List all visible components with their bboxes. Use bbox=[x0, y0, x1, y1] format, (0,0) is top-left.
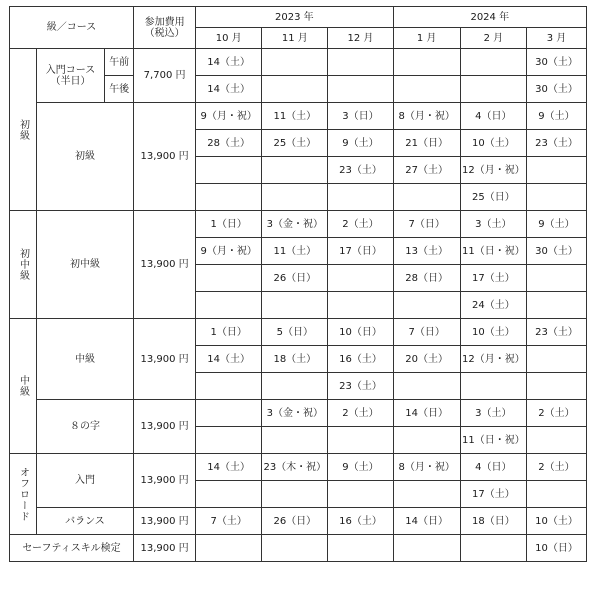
date-cell bbox=[393, 292, 460, 319]
date-cell bbox=[328, 292, 393, 319]
date-cell: 24（土） bbox=[460, 292, 526, 319]
fee-shokyu: 13,900 円 bbox=[134, 103, 196, 211]
date-cell: 23（土） bbox=[328, 157, 393, 184]
fee-offroad-nyumon: 13,900 円 bbox=[134, 454, 196, 508]
month-header: 2 月 bbox=[460, 28, 526, 49]
session-am: 午前 bbox=[105, 49, 134, 76]
date-cell bbox=[262, 427, 328, 454]
date-cell bbox=[393, 76, 460, 103]
month-header: 11 月 bbox=[262, 28, 328, 49]
table-row bbox=[10, 319, 587, 346]
date-cell bbox=[262, 373, 328, 400]
course-name-safety: セーフティスキル検定 bbox=[10, 535, 134, 562]
date-cell: 10（土） bbox=[460, 130, 526, 157]
table-row bbox=[10, 7, 587, 28]
date-cell bbox=[526, 346, 586, 373]
date-cell bbox=[262, 184, 328, 211]
date-cell: 14（土） bbox=[196, 76, 262, 103]
date-cell bbox=[393, 481, 460, 508]
date-cell bbox=[328, 76, 393, 103]
date-cell: 8（月・祝） bbox=[393, 454, 460, 481]
table-row bbox=[10, 103, 587, 130]
date-cell: 2（土） bbox=[328, 400, 393, 427]
course-name-nyumon: 入門コース （半日） bbox=[36, 49, 104, 103]
date-cell: 3（日） bbox=[328, 103, 393, 130]
date-cell: 11（日・祝） bbox=[460, 427, 526, 454]
month-header: 10 月 bbox=[196, 28, 262, 49]
date-cell bbox=[262, 157, 328, 184]
date-cell: 28（土） bbox=[196, 130, 262, 157]
date-cell: 8（月・祝） bbox=[393, 103, 460, 130]
date-cell bbox=[526, 427, 586, 454]
date-cell: 9（土） bbox=[526, 103, 586, 130]
date-cell: 16（土） bbox=[328, 508, 393, 535]
group-label-chukyu: 中級 bbox=[10, 319, 37, 454]
date-cell: 3（金・祝） bbox=[262, 211, 328, 238]
date-cell: 10（日） bbox=[526, 535, 586, 562]
date-cell: 2（土） bbox=[526, 400, 586, 427]
table-row bbox=[10, 211, 587, 238]
date-cell: 2（土） bbox=[328, 211, 393, 238]
date-cell: 11（日・祝） bbox=[460, 238, 526, 265]
date-cell: 23（土） bbox=[328, 373, 393, 400]
date-cell: 4（日） bbox=[460, 454, 526, 481]
date-cell bbox=[196, 535, 262, 562]
date-cell bbox=[262, 292, 328, 319]
date-cell: 18（土） bbox=[262, 346, 328, 373]
date-cell: 14（土） bbox=[196, 49, 262, 76]
table-row bbox=[10, 400, 587, 427]
date-cell bbox=[196, 265, 262, 292]
fee-shochukyu: 13,900 円 bbox=[134, 211, 196, 319]
date-cell: 5（日） bbox=[262, 319, 328, 346]
date-cell: 7（土） bbox=[196, 508, 262, 535]
date-cell: 3（金・祝） bbox=[262, 400, 328, 427]
date-cell bbox=[196, 373, 262, 400]
date-cell: 25（日） bbox=[460, 184, 526, 211]
group-label-offroad: オフロード bbox=[10, 454, 37, 535]
date-cell: 12（月・祝） bbox=[460, 346, 526, 373]
date-cell: 14（日） bbox=[393, 508, 460, 535]
date-cell: 28（日） bbox=[393, 265, 460, 292]
table-row bbox=[10, 454, 587, 481]
schedule-table bbox=[9, 6, 587, 562]
date-cell: 4（日） bbox=[460, 103, 526, 130]
group-label-shochukyu: 初中級 bbox=[10, 211, 37, 319]
date-cell: 10（土） bbox=[526, 508, 586, 535]
date-cell bbox=[262, 481, 328, 508]
date-cell: 1（日） bbox=[196, 319, 262, 346]
fee-column-header: 参加費用 （税込） bbox=[134, 7, 196, 49]
date-cell: 16（土） bbox=[328, 346, 393, 373]
date-cell: 30（土） bbox=[526, 76, 586, 103]
date-cell bbox=[526, 481, 586, 508]
date-cell: 9（土） bbox=[526, 211, 586, 238]
date-cell: 17（日） bbox=[328, 238, 393, 265]
date-cell: 10（土） bbox=[460, 319, 526, 346]
date-cell: 14（日） bbox=[393, 400, 460, 427]
session-pm: 午後 bbox=[105, 76, 134, 103]
date-cell bbox=[460, 49, 526, 76]
date-cell bbox=[328, 535, 393, 562]
course-name-offroad-nyumon: 入門 bbox=[36, 454, 133, 508]
date-cell: 30（土） bbox=[526, 49, 586, 76]
date-cell bbox=[393, 49, 460, 76]
date-cell: 26（日） bbox=[262, 265, 328, 292]
table-row bbox=[10, 508, 587, 535]
date-cell bbox=[328, 265, 393, 292]
date-cell: 21（日） bbox=[393, 130, 460, 157]
date-cell: 1（日） bbox=[196, 211, 262, 238]
date-cell: 14（土） bbox=[196, 346, 262, 373]
year-2024-header: 2024 年 bbox=[393, 7, 586, 28]
date-cell bbox=[196, 481, 262, 508]
date-cell: 17（土） bbox=[460, 481, 526, 508]
date-cell: 9（月・祝） bbox=[196, 103, 262, 130]
date-cell: 27（土） bbox=[393, 157, 460, 184]
course-name-eight: ８の字 bbox=[36, 400, 133, 454]
schedule-body bbox=[10, 7, 587, 562]
date-cell: 11（土） bbox=[262, 238, 328, 265]
month-header: 1 月 bbox=[393, 28, 460, 49]
year-2023-header: 2023 年 bbox=[196, 7, 393, 28]
date-cell bbox=[328, 481, 393, 508]
fee-chukyu: 13,900 円 bbox=[134, 319, 196, 400]
fee-safety: 13,900 円 bbox=[134, 535, 196, 562]
date-cell: 25（土） bbox=[262, 130, 328, 157]
date-cell: 23（土） bbox=[526, 319, 586, 346]
date-cell bbox=[526, 265, 586, 292]
date-cell bbox=[526, 184, 586, 211]
table-row bbox=[10, 535, 587, 562]
date-cell bbox=[328, 427, 393, 454]
course-name-balance: バランス bbox=[36, 508, 133, 535]
fee-eight: 13,900 円 bbox=[134, 400, 196, 454]
date-cell bbox=[196, 292, 262, 319]
date-cell bbox=[262, 535, 328, 562]
date-cell bbox=[460, 76, 526, 103]
date-cell bbox=[460, 373, 526, 400]
date-cell: 9（土） bbox=[328, 130, 393, 157]
date-cell: 23（木・祝） bbox=[262, 454, 328, 481]
date-cell bbox=[526, 157, 586, 184]
course-name-shochukyu: 初中級 bbox=[36, 211, 133, 319]
date-cell bbox=[460, 535, 526, 562]
date-cell: 23（土） bbox=[526, 130, 586, 157]
month-header: 3 月 bbox=[526, 28, 586, 49]
fee-nyumon: 7,700 円 bbox=[134, 49, 196, 103]
date-cell: 11（土） bbox=[262, 103, 328, 130]
date-cell: 9（土） bbox=[328, 454, 393, 481]
group-label-shokyu: 初級 bbox=[10, 49, 37, 211]
date-cell bbox=[393, 427, 460, 454]
date-cell bbox=[393, 535, 460, 562]
date-cell: 7（日） bbox=[393, 319, 460, 346]
date-cell bbox=[328, 184, 393, 211]
date-cell bbox=[196, 400, 262, 427]
date-cell bbox=[262, 76, 328, 103]
date-cell bbox=[196, 184, 262, 211]
date-cell: 2（土） bbox=[526, 454, 586, 481]
course-column-header: 級／コース bbox=[10, 7, 134, 49]
date-cell: 20（土） bbox=[393, 346, 460, 373]
date-cell: 7（日） bbox=[393, 211, 460, 238]
month-header: 12 月 bbox=[328, 28, 393, 49]
date-cell bbox=[393, 184, 460, 211]
date-cell bbox=[526, 292, 586, 319]
date-cell: 18（日） bbox=[460, 508, 526, 535]
course-name-chukyu: 中級 bbox=[36, 319, 133, 400]
fee-balance: 13,900 円 bbox=[134, 508, 196, 535]
date-cell: 12（月・祝） bbox=[460, 157, 526, 184]
date-cell: 14（土） bbox=[196, 454, 262, 481]
date-cell bbox=[328, 49, 393, 76]
date-cell bbox=[262, 49, 328, 76]
table-row bbox=[10, 49, 587, 76]
date-cell: 10（日） bbox=[328, 319, 393, 346]
date-cell bbox=[526, 373, 586, 400]
date-cell: 9（月・祝） bbox=[196, 238, 262, 265]
date-cell: 3（土） bbox=[460, 400, 526, 427]
course-name-shokyu: 初級 bbox=[36, 103, 133, 211]
date-cell: 30（土） bbox=[526, 238, 586, 265]
date-cell: 3（土） bbox=[460, 211, 526, 238]
date-cell bbox=[196, 157, 262, 184]
date-cell: 13（土） bbox=[393, 238, 460, 265]
date-cell: 17（土） bbox=[460, 265, 526, 292]
date-cell: 26（日） bbox=[262, 508, 328, 535]
date-cell bbox=[196, 427, 262, 454]
date-cell bbox=[393, 373, 460, 400]
